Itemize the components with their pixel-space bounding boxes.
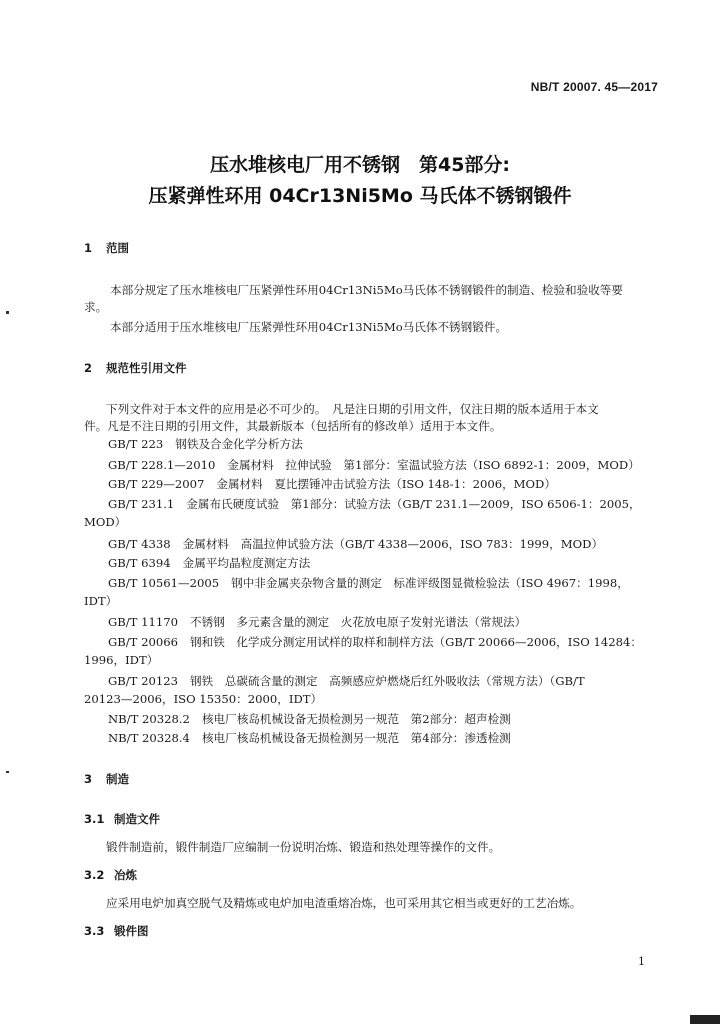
reference-item [108,714,511,726]
paragraph-continuation: 件。凡是不注日期的引用文件，其最新版本（包括所有的修改单）适用于本文件。 [84,419,502,433]
scan-speck [6,311,9,314]
reference-item [108,439,303,451]
reference-title: 金属平均晶粒度测定方法 [182,556,311,570]
reference-code: GB/T 231.1 [108,497,175,511]
reference-code: GB/T 4338 [108,537,171,551]
section-number: 1 [84,241,93,255]
reference-code: GB/T 20066 [108,635,178,649]
subsection-number: 3.1 [84,812,105,826]
paragraph: 下列文件对于本文件的应用是必不可少的。 凡是注日期的引用文件，仅注日期的版本适用于本文 [106,402,599,416]
reference-title: 钢铁 总碳硫含量的测定 高频感应炉燃烧后红外吸收法（常规方法）（GB/T [190,674,585,688]
reference-code: GB/T 11170 [108,615,178,629]
section-title: 制造 [106,772,129,786]
reference-item [108,558,310,570]
reference-item [108,733,511,745]
section-title: 规范性引用文件 [106,361,187,375]
reference-title: 钢铁及合金化学分析方法 [175,437,303,451]
reference-continuation: 1996，IDT） [84,653,159,667]
subsection-number: 3.2 [84,868,105,882]
reference-code: GB/T 229—2007 [108,477,205,491]
scan-edge-mark [690,1015,720,1024]
subsection-3-3-heading [84,923,149,939]
reference-code: GB/T 10561—2005 [108,576,220,590]
reference-title: 金属材料 高温拉伸试验方法（GB/T 4338—2006，ISO 783：1999，MOD） [182,537,604,551]
scan-speck [6,771,9,773]
paragraph: 锻件制造前，锻件制造厂应编制一份说明冶炼、锻造和热处理等操作的文件。 [106,840,501,854]
reference-title: 金属布氏硬度试验 第1部分：试验方法（GB/T 231.1—2009，ISO 6506-1：2005， [186,497,641,511]
reference-title: 金属材料 夏比摆锤冲击试验方法（ISO 148-1：2006，MOD） [216,477,556,491]
reference-title: 钢和铁 化学成分测定用试样的取样和制样方法（GB/T 20066—2006，ISO 14284： [190,635,642,649]
subsection-title: 制造文件 [114,812,160,826]
subsection-3-2-heading [84,867,137,883]
subsection-3-1-heading [84,811,160,827]
title-line-1: 压水堆核电厂用不锈钢 第45部分: [209,154,511,176]
reference-title: 钢中非金属夹杂物含量的测定 标准评级图显微检验法（ISO 4967：1998， [231,576,629,590]
paragraph: 本部分适用于压水堆核电厂压紧弹性环用04Cr13Ni5Mo马氏体不锈钢锻件。 [110,320,508,334]
reference-code: NB/T 20328.4 [108,731,190,745]
reference-item [108,578,629,590]
section-2-heading [84,360,187,376]
reference-code: GB/T 6394 [108,556,171,570]
page-number: 1 [638,955,645,968]
reference-code: GB/T 223 [108,437,164,451]
reference-item [108,637,642,649]
section-title: 范围 [106,241,129,255]
reference-item [108,479,556,491]
section-3-heading [84,771,129,787]
document-number: NB/T 20007. 45—2017 [530,80,658,94]
reference-continuation: 20123—2006，ISO 15350：2000，IDT） [84,692,323,706]
reference-item [108,460,640,472]
subsection-title: 锻件图 [114,924,149,938]
reference-code: GB/T 20123 [108,674,178,688]
reference-title: 不锈钢 多元素含量的测定 火花放电原子发射光谱法（常规法） [190,615,527,629]
reference-code: GB/T 228.1—2010 [108,458,216,472]
reference-title: 核电厂核岛机械设备无损检测另一规范 第2部分：超声检测 [201,712,511,726]
reference-title: 金属材料 拉伸试验 第1部分：室温试验方法（ISO 6892-1：2009，MOD） [227,458,640,472]
reference-item [108,676,585,688]
subsection-number: 3.3 [84,924,105,938]
paragraph-continuation: 求。 [84,300,108,314]
reference-item [108,499,641,511]
reference-continuation: IDT） [84,594,118,608]
section-1-heading [84,240,129,256]
section-number: 3 [84,772,93,786]
reference-code: NB/T 20328.2 [108,712,190,726]
section-number: 2 [84,361,93,375]
paragraph: 本部分规定了压水堆核电厂压紧弹性环用04Cr13Ni5Mo马氏体不锈钢锻件的制造、检验和验收等要 [110,283,623,297]
reference-title: 核电厂核岛机械设备无损检测另一规范 第4部分：渗透检测 [201,731,511,745]
title-line-2: 压紧弹性环用 04Cr13Ni5Mo 马氏体不锈钢锻件 [148,185,572,207]
reference-item [108,539,603,551]
reference-item [108,617,526,629]
paragraph: 应采用电炉加真空脱气及精炼或电炉加电渣重熔冶炼，也可采用其它相当或更好的工艺冶炼。 [106,896,582,910]
reference-continuation: MOD） [84,515,127,529]
subsection-title: 冶炼 [114,868,137,882]
